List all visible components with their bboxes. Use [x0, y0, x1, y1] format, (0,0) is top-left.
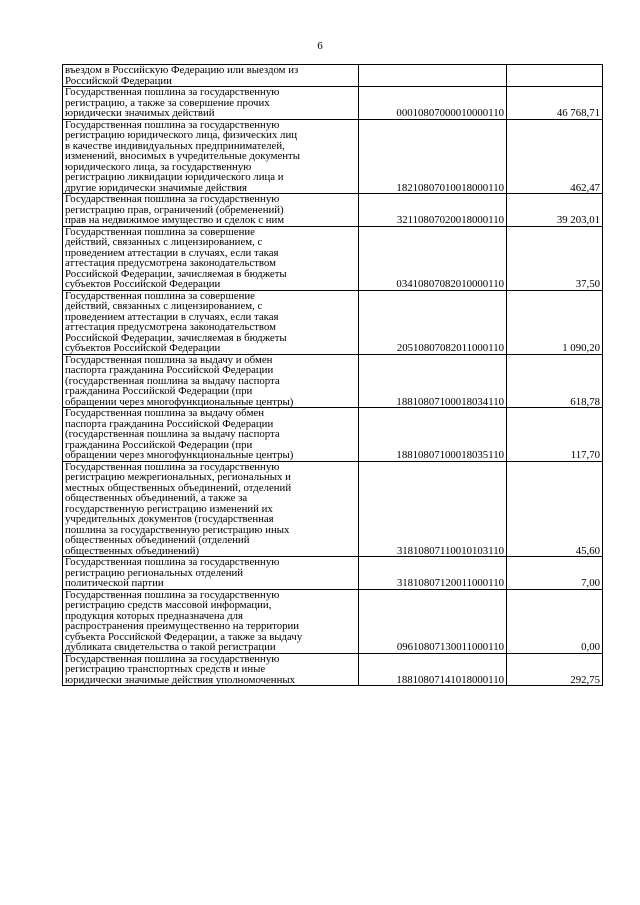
row-code: 18810807100018035110 — [359, 408, 507, 462]
row-description: Государственная пошлина за совершение действий, связанных с лицензированием, с проведением аттестации в случаях, если такая аттестация предусмотрена законодательством Российской Федерации, зачисляемая в бюджеты субъектов Российской Федерации — [63, 290, 359, 354]
row-description: Государственная пошлина за государственную регистрацию региональных отделений политической партии — [63, 557, 359, 590]
table-row — [63, 557, 603, 590]
table-row — [63, 461, 603, 557]
table-row — [63, 290, 603, 354]
row-description: въездом в Российскую Федерацию или выездом из Российской Федерации — [63, 65, 359, 87]
row-code: 31810807110010103110 — [359, 461, 507, 557]
row-amount: 45,60 — [507, 461, 603, 557]
row-amount: 117,70 — [507, 408, 603, 462]
table-row — [63, 87, 603, 120]
row-description: Государственная пошлина за выдачу обмен паспорта гражданина Российской Федерации (государственная пошлина за выдачу паспорта гражданина Российской Федерации (при обращении через многофункциональные центры) — [63, 408, 359, 462]
row-code — [359, 65, 507, 87]
row-description: Государственная пошлина за государственную регистрацию межрегиональных, региональных и местных общественных объединений, отделений общественных объединений, а также за государственную регистрацию изменений их учредительных документов (государственная пошлина за государственную регистрацию иных общественных объединений (отделений общественных объединений) — [63, 461, 359, 557]
row-amount: 39 203,01 — [507, 194, 603, 227]
table-row — [63, 194, 603, 227]
row-amount: 0,00 — [507, 589, 603, 653]
table-row — [63, 653, 603, 686]
table-row — [63, 119, 603, 194]
row-code: 18810807100018034110 — [359, 354, 507, 408]
row-code: 20510807082011000110 — [359, 290, 507, 354]
row-description: Государственная пошлина за государственную регистрацию, а также за совершение прочих юридически значимых действий — [63, 87, 359, 120]
row-description: Государственная пошлина за государственную регистрацию юридического лица, физических лиц в качестве индивидуальных предпринимателей, изменений, вносимых в учредительные документы юридического лица, за государственную регистрацию ликвидации юридического лица и другие юридически значимые действия — [63, 119, 359, 194]
row-amount: 7,00 — [507, 557, 603, 590]
row-description: Государственная пошлина за государственную регистрацию прав, ограничений (обременений) прав на недвижимое имущество и сделок с ним — [63, 194, 359, 227]
table-row — [63, 226, 603, 290]
row-description: Государственная пошлина за совершение действий, связанных с лицензированием, с проведением аттестации в случаях, если такая аттестация предусмотрена законодательством Российской Федерации, зачисляемая в бюджеты субъектов Российской Федерации — [63, 226, 359, 290]
row-amount: 618,78 — [507, 354, 603, 408]
row-code: 18810807141018000110 — [359, 653, 507, 686]
row-code: 00010807000010000110 — [359, 87, 507, 120]
row-description: Государственная пошлина за выдачу и обмен паспорта гражданина Российской Федерации (государственная пошлина за выдачу паспорта гражданина Российской Федерации (при обращении через многофункциональные центры) — [63, 354, 359, 408]
table-row — [63, 589, 603, 653]
row-amount: 462,47 — [507, 119, 603, 194]
row-amount: 292,75 — [507, 653, 603, 686]
row-code: 32110807020018000110 — [359, 194, 507, 227]
row-amount — [507, 65, 603, 87]
row-code: 31810807120011000110 — [359, 557, 507, 590]
row-code: 09610807130011000110 — [359, 589, 507, 653]
row-code: 03410807082010000110 — [359, 226, 507, 290]
table-row — [63, 354, 603, 408]
page-number: 6 — [317, 40, 323, 52]
table-row — [63, 65, 603, 87]
row-amount: 37,50 — [507, 226, 603, 290]
row-description: Государственная пошлина за государственную регистрацию транспортных средств и иные юридически значимые действия уполномоченных — [63, 653, 359, 686]
row-description: Государственная пошлина за государственную регистрацию средств массовой информации, продукция которых предназначена для распространения преимущественно на территории субъекта Российской Федерации, а также за выдачу дубликата свидетельства о такой регистрации — [63, 589, 359, 653]
row-amount: 46 768,71 — [507, 87, 603, 120]
row-amount: 1 090,20 — [507, 290, 603, 354]
row-code: 18210807010018000110 — [359, 119, 507, 194]
table-row — [63, 408, 603, 462]
revenue-table — [62, 64, 603, 686]
